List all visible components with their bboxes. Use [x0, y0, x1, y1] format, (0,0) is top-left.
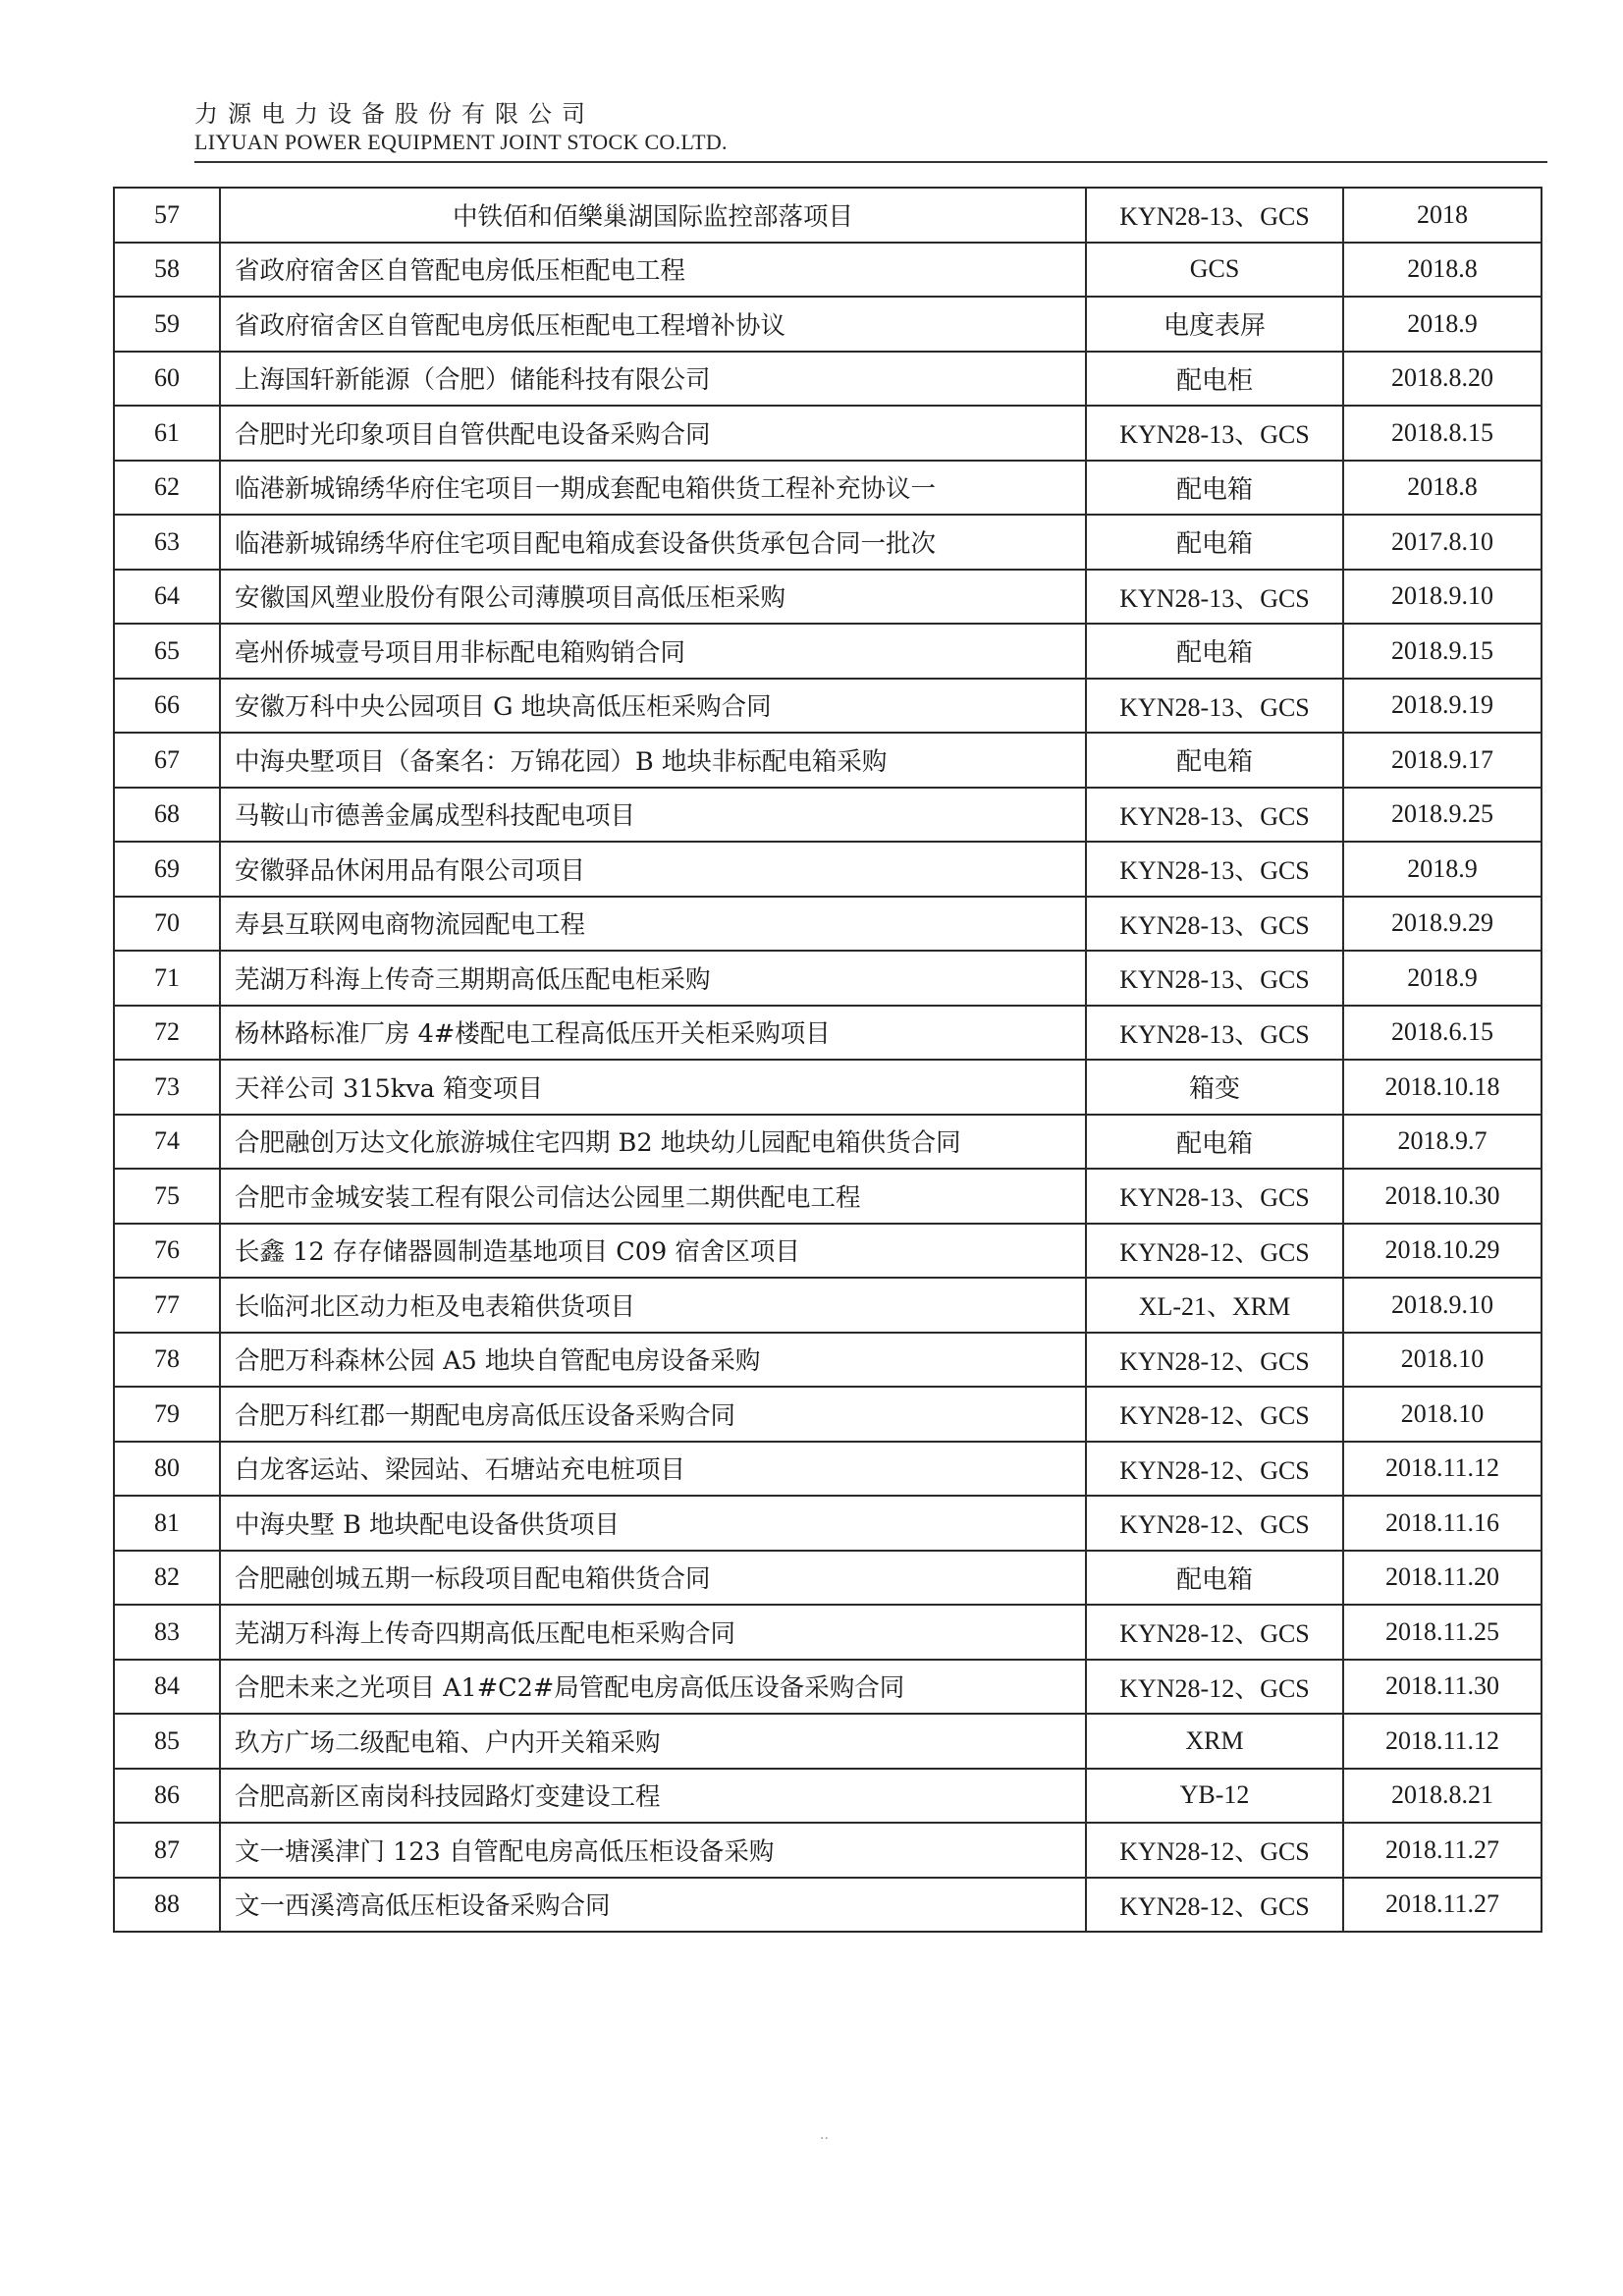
equipment-model-cell: KYN28-13、GCS	[1086, 842, 1343, 897]
date-cell: 2018	[1343, 188, 1542, 243]
project-name-cell: 合肥高新区南岗科技园路灯变建设工程	[220, 1769, 1086, 1824]
date-cell: 2018.9.15	[1343, 624, 1542, 679]
row-number-cell: 70	[114, 897, 220, 952]
date-cell: 2018.11.25	[1343, 1605, 1542, 1660]
table-row	[114, 515, 1542, 570]
row-number-cell: 85	[114, 1714, 220, 1769]
project-name-cell: 合肥融创城五期一标段项目配电箱供货合同	[220, 1551, 1086, 1606]
equipment-model-cell: KYN28-13、GCS	[1086, 788, 1343, 843]
equipment-model-cell: KYN28-13、GCS	[1086, 679, 1343, 734]
date-cell: 2018.10	[1343, 1387, 1542, 1442]
date-cell: 2018.11.20	[1343, 1551, 1542, 1606]
date-cell: 2018.9	[1343, 297, 1542, 352]
row-number-cell: 72	[114, 1006, 220, 1061]
equipment-model-cell: 配电箱	[1086, 461, 1343, 516]
table-row	[114, 1605, 1542, 1660]
table-row	[114, 1060, 1542, 1115]
row-number-cell: 83	[114, 1605, 220, 1660]
project-name-cell: 合肥未来之光项目 A1#C2#局管配电房高低压设备采购合同	[220, 1660, 1086, 1715]
date-cell: 2018.11.12	[1343, 1442, 1542, 1497]
equipment-model-cell: YB-12	[1086, 1769, 1343, 1824]
table-row	[114, 951, 1542, 1006]
table-row	[114, 1551, 1542, 1606]
table-row	[114, 1769, 1542, 1824]
date-cell: 2018.9	[1343, 951, 1542, 1006]
project-name-cell: 合肥融创万达文化旅游城住宅四期 B2 地块幼儿园配电箱供货合同	[220, 1115, 1086, 1170]
project-name-cell: 白龙客运站、梁园站、石塘站充电桩项目	[220, 1442, 1086, 1497]
company-name-chinese: 力源电力设备股份有限公司	[194, 100, 595, 128]
row-number-cell: 63	[114, 515, 220, 570]
equipment-model-cell: 配电箱	[1086, 624, 1343, 679]
project-name-cell: 马鞍山市德善金属成型科技配电项目	[220, 788, 1086, 843]
date-cell: 2018.8	[1343, 243, 1542, 298]
equipment-model-cell: XRM	[1086, 1714, 1343, 1769]
table-row	[114, 1714, 1542, 1769]
project-name-cell: 临港新城锦绣华府住宅项目一期成套配电箱供货工程补充协议一	[220, 461, 1086, 516]
row-number-cell: 76	[114, 1224, 220, 1279]
equipment-model-cell: 配电箱	[1086, 1551, 1343, 1606]
equipment-model-cell: KYN28-12、GCS	[1086, 1660, 1343, 1715]
date-cell: 2018.9	[1343, 842, 1542, 897]
table-row	[114, 188, 1542, 243]
date-cell: 2018.11.30	[1343, 1660, 1542, 1715]
row-number-cell: 65	[114, 624, 220, 679]
row-number-cell: 71	[114, 951, 220, 1006]
table-row	[114, 1115, 1542, 1170]
date-cell: 2018.6.15	[1343, 1006, 1542, 1061]
table-row	[114, 897, 1542, 952]
row-number-cell: 74	[114, 1115, 220, 1170]
project-name-cell: 中铁佰和佰樂巢湖国际监控部落项目	[220, 188, 1086, 243]
equipment-model-cell: 配电箱	[1086, 1115, 1343, 1170]
row-number-cell: 62	[114, 461, 220, 516]
row-number-cell: 58	[114, 243, 220, 298]
project-name-cell: 省政府宿舍区自管配电房低压柜配电工程增补协议	[220, 297, 1086, 352]
table-row	[114, 1878, 1542, 1933]
table-row	[114, 624, 1542, 679]
row-number-cell: 59	[114, 297, 220, 352]
row-number-cell: 75	[114, 1169, 220, 1224]
table-row	[114, 570, 1542, 625]
date-cell: 2018.10.29	[1343, 1224, 1542, 1279]
project-name-cell: 亳州侨城壹号项目用非标配电箱购销合同	[220, 624, 1086, 679]
date-cell: 2018.9.29	[1343, 897, 1542, 952]
project-name-cell: 中海央墅项目（备案名：万锦花园）B 地块非标配电箱采购	[220, 733, 1086, 788]
project-name-cell: 芜湖万科海上传奇三期期高低压配电柜采购	[220, 951, 1086, 1006]
project-name-cell: 合肥时光印象项目自管供配电设备采购合同	[220, 406, 1086, 461]
project-name-cell: 文一西溪湾高低压柜设备采购合同	[220, 1878, 1086, 1933]
date-cell: 2018.9.25	[1343, 788, 1542, 843]
table-row	[114, 733, 1542, 788]
row-number-cell: 88	[114, 1878, 220, 1933]
row-number-cell: 77	[114, 1278, 220, 1333]
date-cell: 2018.10.18	[1343, 1060, 1542, 1115]
equipment-model-cell: KYN28-13、GCS	[1086, 570, 1343, 625]
equipment-model-cell: KYN28-13、GCS	[1086, 406, 1343, 461]
row-number-cell: 87	[114, 1823, 220, 1878]
project-name-cell: 省政府宿舍区自管配电房低压柜配电工程	[220, 243, 1086, 298]
row-number-cell: 78	[114, 1333, 220, 1388]
equipment-model-cell: 配电箱	[1086, 515, 1343, 570]
project-name-cell: 杨林路标准厂房 4#楼配电工程高低压开关柜采购项目	[220, 1006, 1086, 1061]
equipment-model-cell: KYN28-12、GCS	[1086, 1387, 1343, 1442]
equipment-model-cell: KYN28-12、GCS	[1086, 1878, 1343, 1933]
date-cell: 2018.9.10	[1343, 570, 1542, 625]
row-number-cell: 86	[114, 1769, 220, 1824]
table-row	[114, 352, 1542, 407]
equipment-model-cell: 电度表屏	[1086, 297, 1343, 352]
project-name-cell: 长临河北区动力柜及电表箱供货项目	[220, 1278, 1086, 1333]
table-row	[114, 297, 1542, 352]
table-row	[114, 1387, 1542, 1442]
date-cell: 2017.8.10	[1343, 515, 1542, 570]
company-name-english: LIYUAN POWER EQUIPMENT JOINT STOCK CO.LTD.	[194, 130, 728, 154]
project-name-cell: 安徽万科中央公园项目 G 地块高低压柜采购合同	[220, 679, 1086, 734]
equipment-model-cell: KYN28-12、GCS	[1086, 1605, 1343, 1660]
project-name-cell: 天祥公司 315kva 箱变项目	[220, 1060, 1086, 1115]
project-name-cell: 上海国轩新能源（合肥）储能科技有限公司	[220, 352, 1086, 407]
row-number-cell: 68	[114, 788, 220, 843]
project-name-cell: 文一塘溪津门 123 自管配电房高低压柜设备采购	[220, 1823, 1086, 1878]
header-divider	[194, 161, 1547, 163]
row-number-cell: 73	[114, 1060, 220, 1115]
equipment-model-cell: KYN28-13、GCS	[1086, 897, 1343, 952]
project-name-cell: 长鑫 12 存存储器圆制造基地项目 C09 宿舍区项目	[220, 1224, 1086, 1279]
table-row	[114, 1660, 1542, 1715]
table-row	[114, 1224, 1542, 1279]
date-cell: 2018.11.27	[1343, 1878, 1542, 1933]
table-row	[114, 243, 1542, 298]
table-row	[114, 679, 1542, 734]
table-row	[114, 1496, 1542, 1551]
table-row	[114, 461, 1542, 516]
row-number-cell: 67	[114, 733, 220, 788]
table-row	[114, 1169, 1542, 1224]
table-row	[114, 842, 1542, 897]
table-row	[114, 1442, 1542, 1497]
equipment-model-cell: XL-21、XRM	[1086, 1278, 1343, 1333]
equipment-model-cell: KYN28-13、GCS	[1086, 1169, 1343, 1224]
equipment-model-cell: GCS	[1086, 243, 1343, 298]
date-cell: 2018.8.20	[1343, 352, 1542, 407]
equipment-model-cell: KYN28-12、GCS	[1086, 1224, 1343, 1279]
row-number-cell: 69	[114, 842, 220, 897]
row-number-cell: 84	[114, 1660, 220, 1715]
row-number-cell: 81	[114, 1496, 220, 1551]
date-cell: 2018.11.16	[1343, 1496, 1542, 1551]
project-name-cell: 合肥万科红郡一期配电房高低压设备采购合同	[220, 1387, 1086, 1442]
row-number-cell: 66	[114, 679, 220, 734]
project-name-cell: 合肥万科森林公园 A5 地块自管配电房设备采购	[220, 1333, 1086, 1388]
table-row	[114, 1333, 1542, 1388]
project-name-cell: 临港新城锦绣华府住宅项目配电箱成套设备供货承包合同一批次	[220, 515, 1086, 570]
date-cell: 2018.8	[1343, 461, 1542, 516]
date-cell: 2018.9.10	[1343, 1278, 1542, 1333]
letterhead	[194, 98, 1549, 155]
equipment-model-cell: 配电柜	[1086, 352, 1343, 407]
row-number-cell: 61	[114, 406, 220, 461]
row-number-cell: 80	[114, 1442, 220, 1497]
date-cell: 2018.10	[1343, 1333, 1542, 1388]
date-cell: 2018.9.19	[1343, 679, 1542, 734]
project-name-cell: 中海央墅 B 地块配电设备供货项目	[220, 1496, 1086, 1551]
equipment-model-cell: KYN28-13、GCS	[1086, 951, 1343, 1006]
equipment-model-cell: KYN28-13、GCS	[1086, 188, 1343, 243]
date-cell: 2018.11.12	[1343, 1714, 1542, 1769]
table-row	[114, 1823, 1542, 1878]
equipment-model-cell: KYN28-12、GCS	[1086, 1442, 1343, 1497]
project-name-cell: 寿县互联网电商物流园配电工程	[220, 897, 1086, 952]
equipment-model-cell: KYN28-13、GCS	[1086, 1006, 1343, 1061]
scan-speck: ··	[820, 2131, 829, 2147]
project-table-body	[114, 188, 1542, 1932]
equipment-model-cell: 配电箱	[1086, 733, 1343, 788]
equipment-model-cell: KYN28-12、GCS	[1086, 1496, 1343, 1551]
project-name-cell: 芜湖万科海上传奇四期高低压配电柜采购合同	[220, 1605, 1086, 1660]
project-name-cell: 安徽国风塑业股份有限公司薄膜项目高低压柜采购	[220, 570, 1086, 625]
date-cell: 2018.9.7	[1343, 1115, 1542, 1170]
table-row	[114, 1278, 1542, 1333]
row-number-cell: 82	[114, 1551, 220, 1606]
date-cell: 2018.11.27	[1343, 1823, 1542, 1878]
project-name-cell: 安徽驿品休闲用品有限公司项目	[220, 842, 1086, 897]
table-row	[114, 406, 1542, 461]
equipment-model-cell: 箱变	[1086, 1060, 1343, 1115]
row-number-cell: 64	[114, 570, 220, 625]
equipment-model-cell: KYN28-12、GCS	[1086, 1333, 1343, 1388]
row-number-cell: 60	[114, 352, 220, 407]
project-table	[113, 187, 1542, 1933]
date-cell: 2018.8.21	[1343, 1769, 1542, 1824]
date-cell: 2018.8.15	[1343, 406, 1542, 461]
date-cell: 2018.9.17	[1343, 733, 1542, 788]
equipment-model-cell: KYN28-12、GCS	[1086, 1823, 1343, 1878]
row-number-cell: 57	[114, 188, 220, 243]
project-name-cell: 合肥市金城安装工程有限公司信达公园里二期供配电工程	[220, 1169, 1086, 1224]
date-cell: 2018.10.30	[1343, 1169, 1542, 1224]
table-row	[114, 1006, 1542, 1061]
project-name-cell: 玖方广场二级配电箱、户内开关箱采购	[220, 1714, 1086, 1769]
table-row	[114, 788, 1542, 843]
row-number-cell: 79	[114, 1387, 220, 1442]
